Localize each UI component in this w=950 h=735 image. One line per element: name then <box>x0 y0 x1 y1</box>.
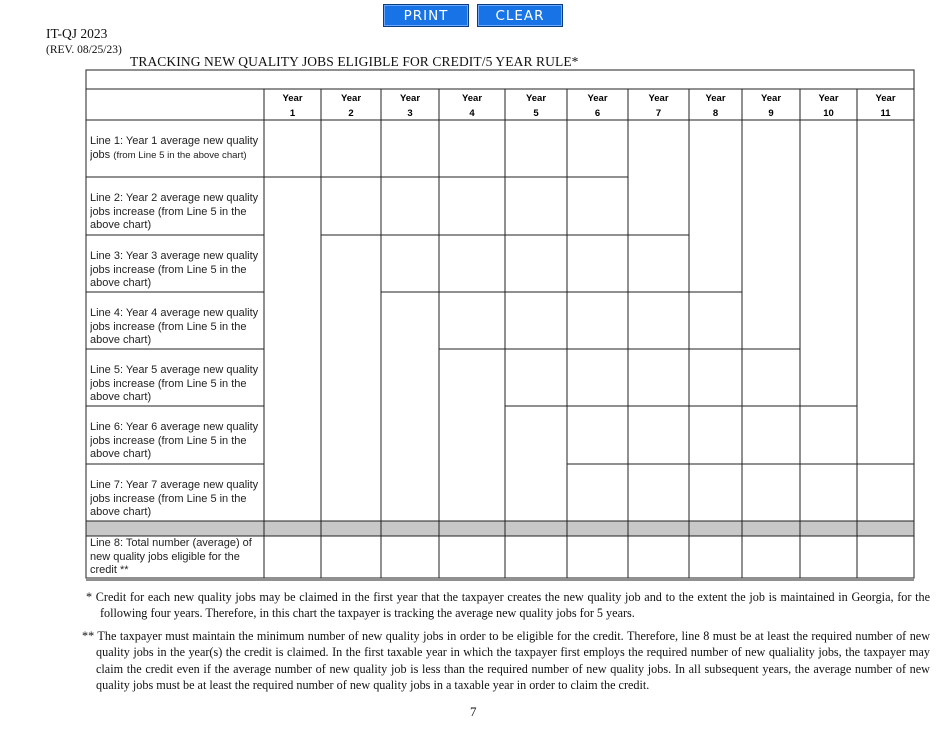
row-label-line3: Line 3: Year 3 average new quality jobs increase (from Line 5 in the above chart) <box>90 250 259 290</box>
year-header-label: Year <box>525 93 547 104</box>
total-cell-year2[interactable] <box>322 537 380 577</box>
year-header-label: Year <box>705 93 726 104</box>
total-cell-year8[interactable] <box>690 537 741 577</box>
input-cell-line2-year3[interactable] <box>382 178 438 234</box>
row-label-line4: Line 4: Year 4 average new quality jobs increase (from Line 5 in the above chart) <box>90 307 259 347</box>
year-header-number: 11 <box>880 108 891 119</box>
input-cell-line6-year9[interactable] <box>743 407 799 463</box>
input-cell-line7-year11[interactable] <box>858 465 913 520</box>
revision-date: (REV. 08/25/23) <box>46 44 122 56</box>
year-header-number: 3 <box>407 108 413 119</box>
input-cell-line3-year4[interactable] <box>440 236 504 291</box>
input-cell-line7-year9[interactable] <box>743 465 799 520</box>
input-cell-line1-year1[interactable] <box>265 121 320 176</box>
year-header-number: 1 <box>289 108 296 119</box>
input-cell-line1-year2[interactable] <box>322 121 380 176</box>
total-cell-year1[interactable] <box>265 537 320 577</box>
total-cell-year6[interactable] <box>568 537 627 577</box>
year-header-number: 8 <box>712 108 719 119</box>
input-cell-line6-year7[interactable] <box>629 407 688 463</box>
page-number: 7 <box>470 704 477 719</box>
year-header-label: Year <box>875 93 896 104</box>
total-cell-year3[interactable] <box>382 537 438 577</box>
input-cell-line3-year3[interactable] <box>382 236 438 291</box>
input-cell-line4-year5[interactable] <box>506 293 566 348</box>
page-title: TRACKING NEW QUALITY JOBS ELIGIBLE FOR CREDIT/5 YEAR RULE* <box>130 54 579 69</box>
input-cell-line4-year7[interactable] <box>629 293 688 348</box>
input-cell-line4-year4[interactable] <box>440 293 504 348</box>
year-header-label: Year <box>461 93 483 104</box>
input-cell-line2-year5[interactable] <box>506 178 566 234</box>
year-header-number: 5 <box>533 108 539 119</box>
year-header-label: Year <box>282 93 303 104</box>
input-cell-line7-year10[interactable] <box>801 465 856 520</box>
input-cell-line5-year9[interactable] <box>743 350 799 405</box>
input-cell-line3-year5[interactable] <box>506 236 566 291</box>
footnote-1: * Credit for each new quality jobs may be claimed in the first year that the taxpayer creates the new quality job and to the extent the job is maintained in Georgia, for the following four years. Therefore, in this chart the taxpayer is tracking the average new quality jobs for 5 years. <box>86 590 930 621</box>
total-cell-year10[interactable] <box>801 537 856 577</box>
footnote-2: ** The taxpayer must maintain the minimum number of new quality jobs in order to be eligible for the credit. Therefore, line 8 must be at least the required number of new quality jobs in the year(s) the credit is claimed. In the first taxable year in which the taxpayer first employs the required number of new qualiality jobs, the taxpayer may claim the credit even if the average number of new quality job is less than the required number of new quality jobs. In all subsequent years, the average number of new quality jobs must be at least the required number of new quality jobs in a taxable year in order to claim the credit. <box>82 629 930 693</box>
input-cell-line3-year6[interactable] <box>568 236 627 291</box>
input-cell-line4-year6[interactable] <box>568 293 627 348</box>
year-header-label: Year <box>648 93 669 104</box>
input-cell-line6-year6[interactable] <box>568 407 627 463</box>
row-label-line1: Line 1: Year 1 average new quality jobs (from Line 5 in the above chart) <box>90 135 259 161</box>
input-cell-line5-year8[interactable] <box>690 350 741 405</box>
input-cell-line2-year2[interactable] <box>322 178 380 234</box>
total-cell-year9[interactable] <box>743 537 799 577</box>
form-id: IT-QJ 2023 <box>46 26 108 41</box>
input-cell-line6-year8[interactable] <box>690 407 741 463</box>
input-cell-line2-year4[interactable] <box>440 178 504 234</box>
year-header-number: 6 <box>594 108 601 119</box>
year-header-number: 9 <box>768 108 774 119</box>
row-label-line2: Line 2: Year 2 average new quality jobs increase (from Line 5 in the above chart) <box>90 192 259 232</box>
year-header-label: Year <box>587 93 608 104</box>
row-label-line5: Line 5: Year 5 average new quality jobs increase (from Line 5 in the above chart) <box>90 364 259 404</box>
input-cell-line1-year5[interactable] <box>506 121 566 176</box>
input-cell-line2-year6[interactable] <box>568 178 627 234</box>
year-header-number: 7 <box>655 108 662 119</box>
input-cell-line7-year7[interactable] <box>629 465 688 520</box>
year-header-number: 4 <box>469 108 475 119</box>
input-cell-line5-year6[interactable] <box>568 350 627 405</box>
row-label-line6: Line 6: Year 6 average new quality jobs increase (from Line 5 in the above chart) <box>90 421 259 461</box>
print-button[interactable]: PRINT <box>383 4 469 27</box>
input-cell-line3-year7[interactable] <box>629 236 688 291</box>
total-cell-year7[interactable] <box>629 537 688 577</box>
input-cell-line1-year3[interactable] <box>382 121 438 176</box>
input-cell-line7-year8[interactable] <box>690 465 741 520</box>
input-cell-line5-year5[interactable] <box>506 350 566 405</box>
year-header-number: 2 <box>348 108 354 119</box>
input-cell-line1-year4[interactable] <box>440 121 504 176</box>
row-label-line7: Line 7: Year 7 average new quality jobs increase (from Line 5 in the above chart) <box>90 479 259 519</box>
year-header-label: Year <box>340 93 362 104</box>
row-label-line8: Line 8: Total number (average) of new quality jobs eligible for the credit ** <box>90 537 252 577</box>
year-header-label: Year <box>760 93 782 104</box>
input-cell-line5-year7[interactable] <box>629 350 688 405</box>
input-cell-line6-year10[interactable] <box>801 407 856 463</box>
total-cell-year4[interactable] <box>440 537 504 577</box>
year-header-label: Year <box>818 93 839 104</box>
total-cell-year11[interactable] <box>858 537 913 577</box>
input-cell-line4-year8[interactable] <box>690 293 741 348</box>
year-header-label: Year <box>399 93 421 104</box>
total-cell-year5[interactable] <box>506 537 566 577</box>
separator-band <box>86 521 914 536</box>
year-header-number: 10 <box>823 108 834 119</box>
clear-button[interactable]: CLEAR <box>477 4 563 27</box>
